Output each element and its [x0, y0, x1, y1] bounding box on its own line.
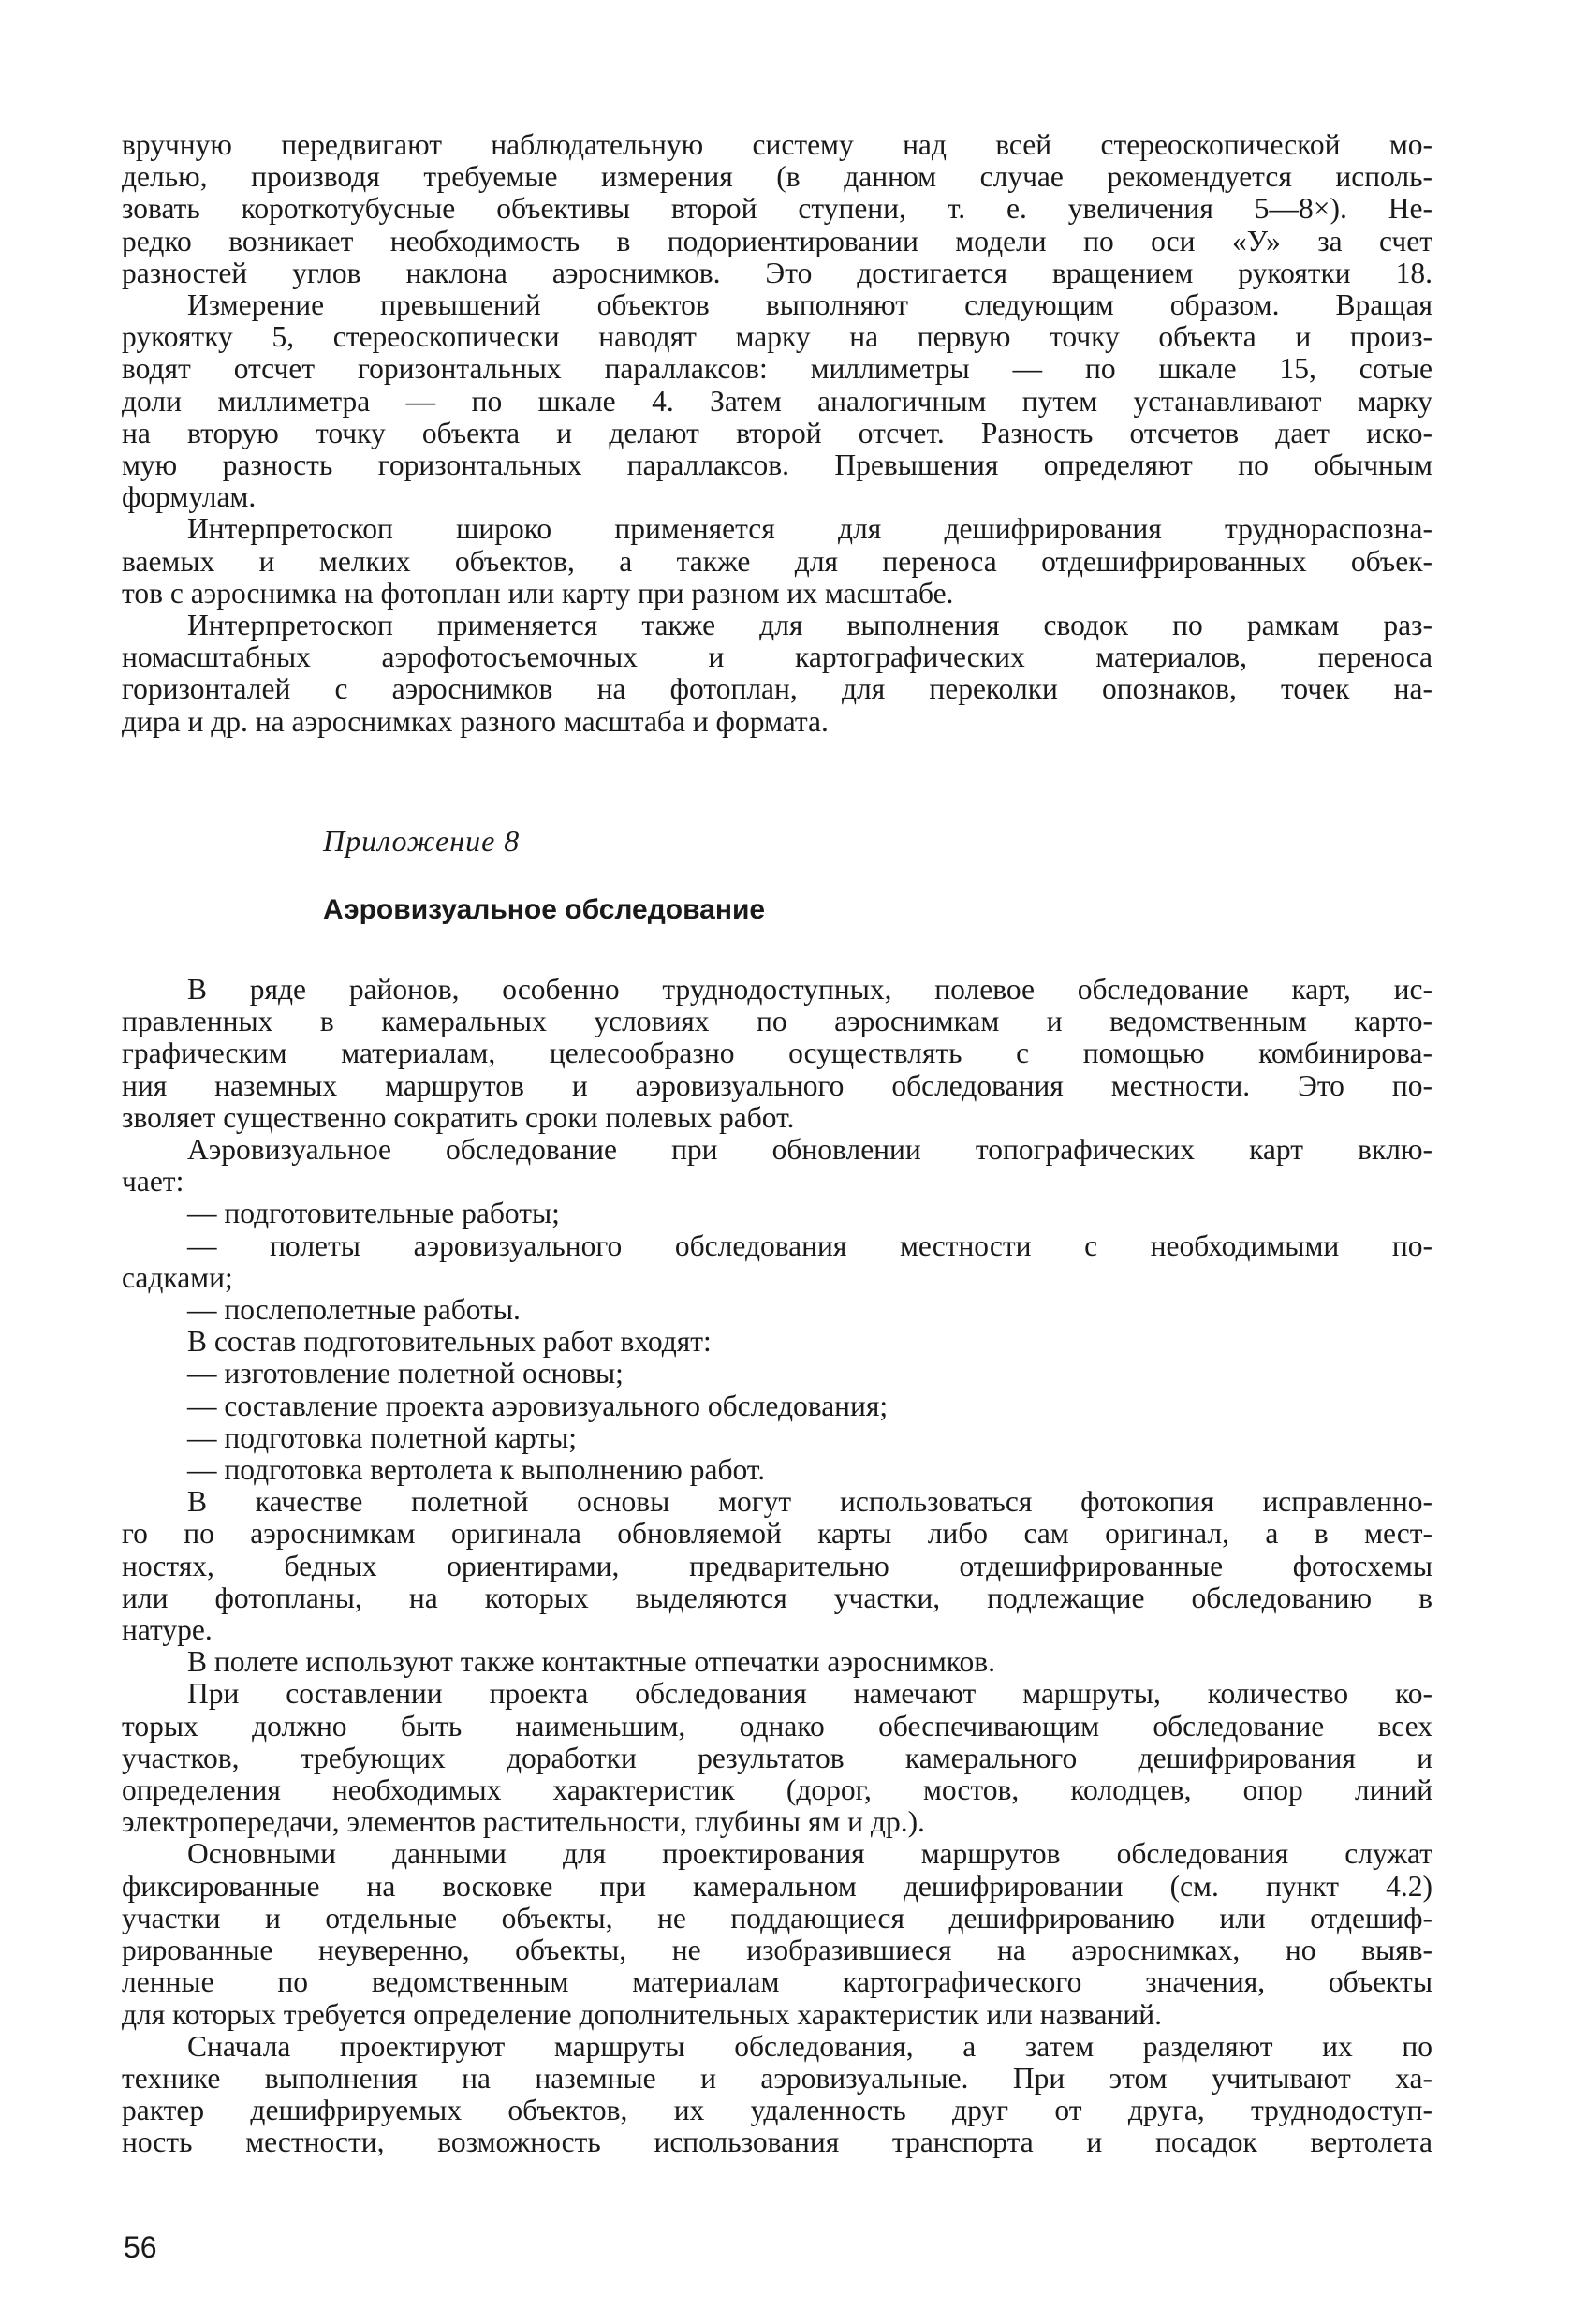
text-line: доли миллиметра — по шкале 4. Затем аналогичным путем устанавливают марку: [122, 384, 1432, 418]
text-line: В полете используют также контактные отпечатки аэроснимков.: [187, 1645, 996, 1679]
text-line: номасштабных аэрофотосъемочных и картографических материалов, переноса: [122, 640, 1432, 674]
text-line: ленные по ведомственным материалам картографического значения, объекты: [122, 1965, 1432, 1999]
text-line: Интерпретоскоп широко применяется для дешифрирования труднораспозна-: [187, 512, 1432, 546]
list-item: — подготовка вертолета к выполнению работ.: [187, 1453, 766, 1487]
text-line: садками;: [122, 1260, 233, 1294]
text-line: правленных в камеральных условиях по аэроснимкам и ведомственным карто-: [122, 1005, 1432, 1038]
text-line: натуре.: [122, 1613, 213, 1647]
text-line: ваемых и мелких объектов, а также для переноса отдешифрированных объек-: [122, 544, 1432, 578]
text-line: участков, требующих доработки результатов камерального дешифрирования и: [122, 1741, 1432, 1774]
text-line: мую разность горизонтальных параллаксов. Превышения определяют по обычным: [122, 449, 1432, 482]
list-item: — полеты аэровизуального обследования местности с необходимыми по-: [187, 1228, 1432, 1262]
text-line: делью, производя требуемые измерения (в данном случае рекомендуется исполь-: [122, 160, 1432, 194]
text-line: зволяет существенно сократить сроки полевых работ.: [122, 1100, 795, 1134]
text-line: зовать короткотубусные объективы второй ступени, т. е. увеличения 5—8×). Не-: [122, 192, 1432, 226]
text-line: на вторую точку объекта и делают второй отсчет. Разность отсчетов дает иско-: [122, 416, 1432, 449]
text-line: ность местности, возможность использования транспорта и посадок вертолета: [122, 2125, 1432, 2159]
text-line: В качестве полетной основы могут использоваться фотокопия исправленно-: [187, 1485, 1432, 1519]
text-line: водят отсчет горизонтальных параллаксов: миллиметры — по шкале 15, сотые: [122, 352, 1432, 386]
text-line: Сначала проектируют маршруты обследования, а затем разделяют их по: [187, 2029, 1432, 2063]
list-item: — послеполетные работы.: [187, 1293, 521, 1327]
text-line: участки и отдельные объекты, не поддающиеся дешифрированию или отдешиф-: [122, 1901, 1432, 1934]
text-line: ния наземных маршрутов и аэровизуального обследования местности. Это по-: [122, 1068, 1432, 1102]
text-line: рированные неуверенно, объекты, не изобразившиеся на аэроснимках, но выяв-: [122, 1934, 1432, 1967]
body-text-top: [122, 129, 1432, 738]
text-line: При составлении проекта обследования намечают маршруты, количество ко-: [187, 1677, 1432, 1711]
list-item: — подготовка полетной карты;: [187, 1420, 578, 1454]
text-line: Аэровизуальное обследование при обновлении топографических карт вклю-: [187, 1133, 1432, 1167]
text-line: ностях, бедных ориентирами, предварительно отдешифрированные фотосхемы: [122, 1549, 1432, 1582]
page-number: 56: [124, 2230, 157, 2264]
body-text-bottom: [122, 974, 1432, 2159]
appendix-label: Приложение 8: [323, 824, 521, 858]
text-line: дира и др. на аэроснимках разного масштаба и формата.: [122, 704, 829, 738]
text-line: для которых требуется определение дополнительных характеристик или названий.: [122, 1997, 1162, 2031]
section-title: Аэровизуальное обследование: [323, 894, 766, 925]
text-line: Основными данными для проектирования маршрутов обследования служат: [187, 1837, 1432, 1871]
list-item: — подготовительные работы;: [187, 1197, 560, 1230]
text-line: рукоятку 5, стереоскопически наводят марку на первую точку объекта и произ-: [122, 320, 1432, 354]
text-line: графическим материалам, целесообразно осуществлять с помощью комбинирова-: [122, 1037, 1432, 1070]
text-line: формулам.: [122, 480, 257, 514]
text-line: фиксированные на восковке при камеральном дешифрировании (см. пункт 4.2): [122, 1869, 1432, 1903]
list-item: — изготовление полетной основы;: [187, 1357, 624, 1390]
text-line: электропередачи, элементов растительности, глубины ям и др.).: [122, 1805, 925, 1839]
text-line: В состав подготовительных работ входят:: [187, 1325, 712, 1359]
text-line: тов с аэроснимка на фотоплан или карту при разном их масштабе.: [122, 576, 954, 610]
text-line: технике выполнения на наземные и аэровизуальные. При этом учитывают ха-: [122, 2061, 1432, 2095]
text-line: определения необходимых характеристик (дорог, мостов, колодцев, опор линий: [122, 1773, 1432, 1807]
text-line: торых должно быть наименьшим, однако обеспечивающим обследование всех: [122, 1709, 1432, 1743]
text-line: горизонталей с аэроснимков на фотоплан, для переколки опознаков, точек на-: [122, 672, 1432, 706]
text-line: В ряде районов, особенно труднодоступных, полевое обследование карт, ис-: [187, 973, 1432, 1006]
text-line: или фотопланы, на которых выделяются участки, подлежащие обследованию в: [122, 1581, 1432, 1614]
text-line: Измерение превышений объектов выполняют следующим образом. Вращая: [187, 288, 1432, 322]
text-line: Интерпретоскоп применяется также для выполнения сводок по рамкам раз-: [187, 609, 1432, 642]
text-line: го по аэроснимкам оригинала обновляемой карты либо сам оригинал, а в мест-: [122, 1517, 1432, 1551]
text-line: редко возникает необходимость в подориентировании модели по оси «У» за счет: [122, 224, 1432, 257]
text-line: вручную передвигают наблюдательную систему над всей стереоскопической мо-: [122, 128, 1432, 161]
list-item: — составление проекта аэровизуального обследования;: [187, 1389, 889, 1422]
text-line: разностей углов наклона аэроснимков. Это достигается вращением рукоятки 18.: [122, 256, 1432, 289]
text-line: рактер дешифрируемых объектов, их удаленность друг от друга, труднодоступ-: [122, 2094, 1432, 2127]
text-line: чает:: [122, 1165, 184, 1199]
